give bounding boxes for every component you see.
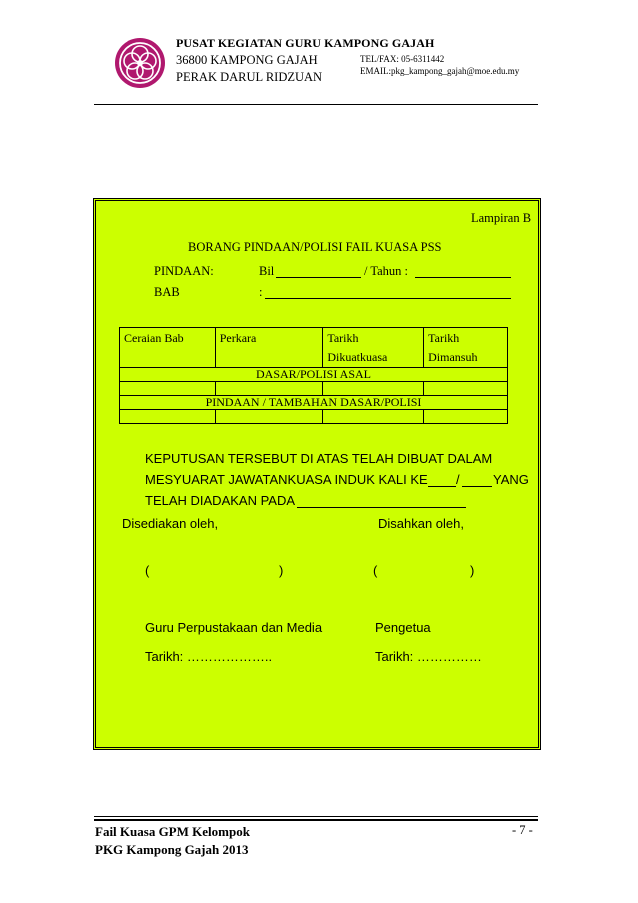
right-signatory-title: Pengetua — [375, 620, 431, 635]
org-name: PUSAT KEGIATAN GURU KAMPONG GAJAH — [176, 36, 435, 50]
cell[interactable] — [120, 382, 216, 396]
bab-colon: : — [259, 285, 263, 299]
right-signature-close: ) — [470, 563, 475, 578]
footer-line-1: Fail Kuasa GPM Kelompok — [95, 824, 250, 839]
left-date: Tarikh: ……………….. — [145, 649, 273, 664]
cell[interactable] — [323, 410, 424, 424]
col-tarikh-dikuatkuasa: Tarikh Dikuatkuasa — [323, 328, 424, 368]
page-number: - 7 - — [512, 823, 533, 837]
footer-divider-thin — [94, 816, 538, 817]
tahun-field[interactable] — [415, 277, 511, 278]
tel-fax: TEL/FAX: 05-6311442 — [360, 54, 445, 64]
meeting-date-field[interactable] — [297, 507, 466, 508]
right-signature-open: ( — [373, 563, 378, 578]
section-amendment-row — [120, 396, 508, 410]
cell[interactable] — [424, 410, 508, 424]
decision-line-2-sep: / — [456, 472, 460, 487]
table-row — [120, 410, 508, 424]
table-header-row — [120, 328, 508, 368]
header-divider — [94, 104, 538, 105]
email: EMAIL:pkg_kampong_gajah@moe.edu.my — [360, 66, 520, 76]
col-ceraian-bab: Ceraian Bab — [120, 328, 216, 368]
footer-divider-thick — [94, 819, 538, 821]
cell[interactable] — [120, 410, 216, 424]
section-amendment: PINDAAN / TAMBAHAN DASAR/POLISI — [120, 396, 508, 410]
meeting-year-field[interactable] — [462, 486, 492, 487]
decision-line-3: TELAH DIADAKAN PADA — [145, 493, 296, 508]
col-perkara: Perkara — [215, 328, 323, 368]
bab-field[interactable] — [265, 298, 511, 299]
table-row — [120, 382, 508, 396]
bil-label: Bil — [259, 264, 275, 278]
decision-line-2-prefix: MESYUARAT JAWATANKUASA INDUK KALI KE — [145, 472, 428, 487]
left-signature-close: ) — [279, 563, 284, 578]
approved-by-label: Disahkan oleh, — [378, 516, 464, 531]
address-line-2: PERAK DARUL RIDZUAN — [176, 70, 323, 84]
left-signature-open: ( — [145, 563, 150, 578]
footer-line-2: PKG Kampong Gajah 2013 — [95, 842, 249, 857]
decision-line-2-suffix: YANG — [493, 472, 529, 487]
right-date: Tarikh: …………… — [375, 649, 482, 664]
cell[interactable] — [215, 382, 323, 396]
pkg-flower-logo-icon — [114, 37, 166, 89]
tahun-label: / Tahun : — [364, 264, 409, 278]
col-tarikh-dimansuh: Tarikh Dimansuh — [424, 328, 508, 368]
decision-line-1: KEPUTUSAN TERSEBUT DI ATAS TELAH DIBUAT DALAM — [145, 451, 493, 466]
pindaan-label: PINDAAN: — [154, 264, 214, 278]
attachment-label: Lampiran B — [471, 211, 532, 225]
bil-field[interactable] — [276, 277, 361, 278]
section-original: DASAR/POLISI ASAL — [120, 368, 508, 382]
cell[interactable] — [215, 410, 323, 424]
form-title: BORANG PINDAAN/POLISI FAIL KUASA PSS — [188, 240, 442, 254]
bab-label: BAB — [154, 285, 180, 299]
cell[interactable] — [424, 382, 508, 396]
cell[interactable] — [323, 382, 424, 396]
policy-table — [119, 327, 508, 424]
section-original-row — [120, 368, 508, 382]
prepared-by-label: Disediakan oleh, — [122, 516, 219, 531]
meeting-number-field[interactable] — [428, 486, 456, 487]
address-line-1: 36800 KAMPONG GAJAH — [176, 53, 318, 67]
left-signatory-title: Guru Perpustakaan dan Media — [145, 620, 323, 635]
